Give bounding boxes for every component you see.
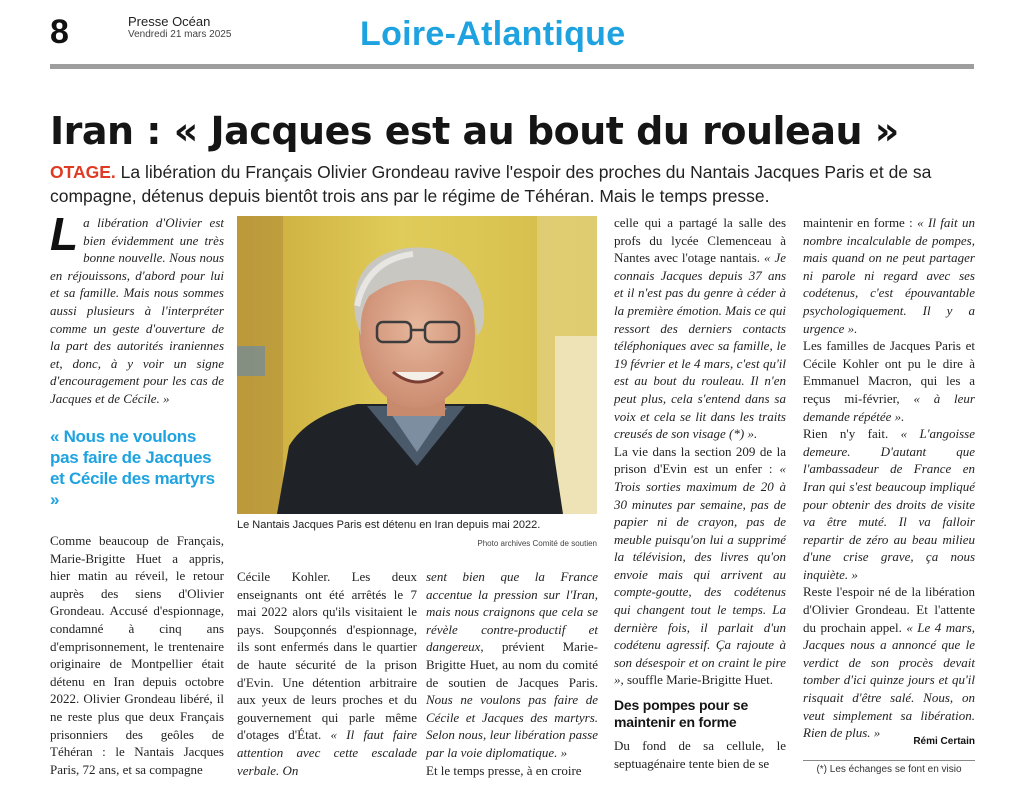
page-number: 8 xyxy=(50,13,69,51)
portrait-photo-illustration xyxy=(237,216,597,514)
deck-text: La libération du Français Olivier Grondeau ravive l'espoir des proches du Nantais Jacques Paris et de sa compagne, détenus depuis bientôt trois ans par le régime de Téhéran. Mais le temps presse. xyxy=(50,162,932,206)
column-5-quote-3: « L'angoisse demeure. D'autant que l'ambassadeur de France en Iran qui s'est beaucoup impliqué pour obtenir des droits de visite va être muté. Il va falloir repartir de zéro au beau milieu d'une crise grave, ça nous inquiète. » xyxy=(803,426,975,582)
deck xyxy=(50,160,974,208)
column-5-quote-4: « Le 4 mars, Jacques nous a annoncé que le verdict de son procès devait tomber d'ici quinze jours et qu'il risquait d'être salé. Nous, on veut simplement sa libération. Rien de plus. » xyxy=(803,619,976,741)
column-4-body xyxy=(614,214,786,772)
article-photo xyxy=(237,216,597,514)
column-5-text-4: Reste l'espoir né de la libération d'Olivier Grondeau. Et l'attente du prochain appel. xyxy=(803,584,975,635)
lead-paragraph xyxy=(50,208,224,408)
footnote-rule xyxy=(803,760,975,761)
column-4-text-3: souffle Marie-Brigitte Huet. xyxy=(623,672,773,688)
photo-credit: Photo archives Comité de soutien xyxy=(477,539,597,548)
column-4-quote-1: « Je connais Jacques depuis 37 ans et il n'est pas du genre à céder à la première émotion. Mais ce qui ressort des derniers contacts téléphoniques avec sa famille, le 19 février et le 4 mars, c'est qu'il est au bout du rouleau. Il n'en peut plus, cela s'entend dans sa voix et cela se lit dans les traits creusés de son visage (*) ». xyxy=(614,250,787,442)
column-5-text-1: maintenir en forme : xyxy=(803,215,918,230)
column-1-body: Comme beaucoup de Français, Marie-Brigitte Huet a appris, hier matin au réveil, le retour auprès des siens d'Olivier Grondeau. Accusé d'espionnage, condamné à cinq ans d'emprisonnement, le trentenaire originaire de Montpellier était détenu en Iran depuis octobre 2022. Olivier Grondeau libéré, il ne reste plus que deux Français prisonniers des geôles de Téhéran : le Nantais Jacques Paris, 72 ans, et sa compagne xyxy=(50,533,224,777)
column-5-text-3: Rien n'y fait. xyxy=(803,426,901,442)
column-2-body xyxy=(237,568,417,779)
publication-date: Vendredi 21 mars 2025 xyxy=(128,29,232,40)
column-5-text-2: Les familles de Jacques Paris et Cécile Kohler ont pu le dire à Emmanuel Macron, qui les a reçus mi-février, xyxy=(803,338,975,406)
publication-name: Presse Océan xyxy=(128,14,211,29)
column-4-text-2: La vie dans la section 209 de la prison d'Evin est un enfer : xyxy=(614,443,786,477)
header-rule xyxy=(50,64,974,69)
column-3-body xyxy=(426,568,598,779)
column-4-text-4: Du fond de sa cellule, le septuagénaire tente bien de se xyxy=(614,738,786,771)
column-3-quote-1: sent bien que la France accentue la pression sur l'Iran, mais nous craignons que cela se révèle contre-productif et dangereux, xyxy=(426,569,598,655)
pull-quote: « Nous ne voulons pas faire de Jacques et Cécile des martyrs » xyxy=(50,427,215,509)
drop-cap: L xyxy=(50,208,79,260)
photo-caption: Le Nantais Jacques Paris est détenu en Iran depuis mai 2022. xyxy=(237,519,541,531)
column-4-quote-2: « Trois sorties maximum de 20 à 30 minutes par semaine, pas de papier ni de crayon, pas de meuble puisqu'on lui a supprimé la télévision, des livres qu'on envoie mais qui arrivent au compte-goutte, des codétenus qui changent tout le temps. La dernière fois, il parlait d'un codétenu agressif. Ça rajoute à son désespoir et on craint le pire », xyxy=(614,461,787,688)
column-3-quote-2: Nous ne voulons pas faire de Cécile et Jacques des martyrs. Selon nous, leur libération passe par la voie diplomatique. » xyxy=(426,692,598,760)
column-2-quote: « Il faut faire attention avec cette escalade verbale. On xyxy=(237,727,417,778)
column-2-text: Cécile Kohler. Les deux enseignants ont été arrêtés le 7 mai 2022 alors qu'ils visitaient le pays. Soupçonnés d'espionnage, ils sont enfermés dans le quartier de haute sécurité de la prison d'Evin. Une détention arbitraire aux yeux de leurs proches et du gouvernement qui parle même d'otages d'État. xyxy=(237,569,417,743)
column-3-text-1: prévient Marie-Brigitte Huet, au nom du comité de soutien de Jacques Paris. xyxy=(426,639,598,690)
column-4-text-1: celle qui a partagé la salle des profs du lycée Clemenceau à Nantes avec l'otage nantais. xyxy=(614,215,786,266)
column-5-body xyxy=(803,214,975,742)
column-5-quote-1: « Il fait un nombre incalculable de pompes, mais quand on ne peut partager ni parole ni regard avec ses codétenus, c'est épouvantable psychologiquement. Il y a urgence ». xyxy=(803,215,975,336)
kicker: OTAGE. xyxy=(50,162,116,182)
lead-quote: a libération d'Olivier est bien évidemment une très bonne nouvelle. Nous nous en réjouissons, d'abord pour lui et sa famille. Mais nous sommes aussi plusieurs à l'interpréter comme un geste d'ouverture de la part des autorités iraniennes et, donc, à y voir un signe d'encouragement pour les cas de Jacques et de Cécile. » xyxy=(50,215,224,406)
headline: Iran : « Jacques est au bout du rouleau » xyxy=(50,109,899,153)
footnote: (*) Les échanges se font en visio xyxy=(816,764,962,775)
column-3-text-2: Et le temps presse, à en croire xyxy=(426,762,582,778)
publication-block xyxy=(128,15,231,41)
column-5-quote-2: « à leur demande répétée ». xyxy=(803,390,975,424)
subheading: Des pompes pour se maintenir en forme xyxy=(614,697,749,731)
byline: Rémi Certain xyxy=(913,736,975,747)
section-title: Loire-Atlantique xyxy=(360,15,626,53)
